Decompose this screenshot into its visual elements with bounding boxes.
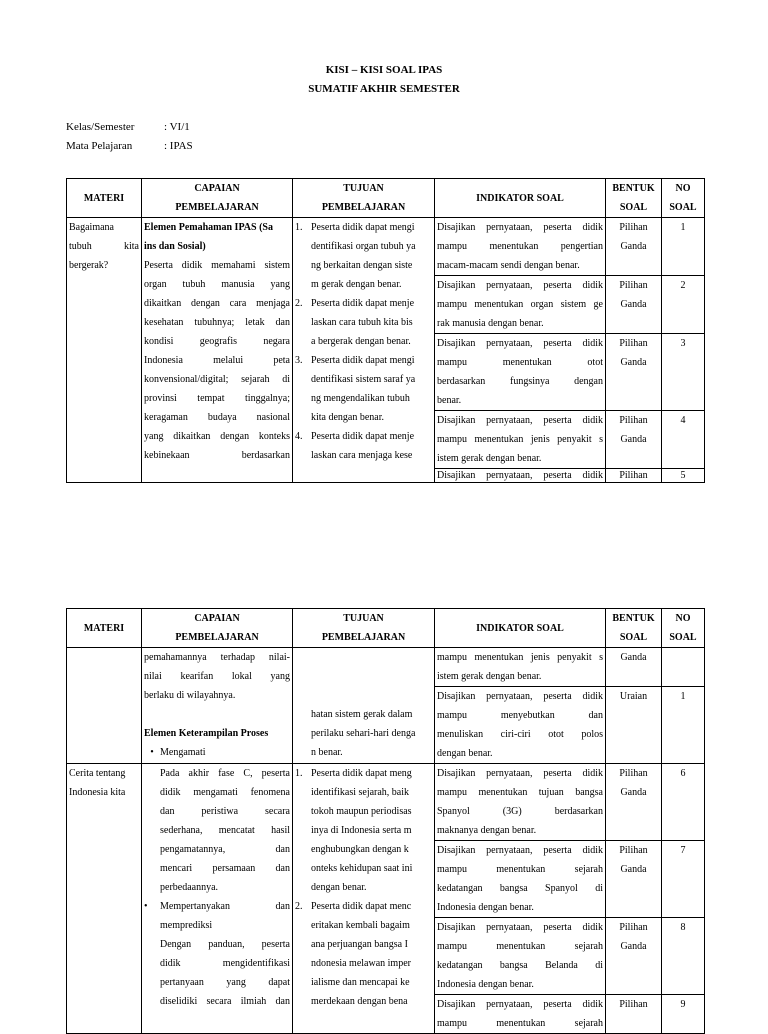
header-bentuk: BENTUK SOAL bbox=[606, 609, 662, 648]
indikator-cell: Disajikan pernyataan, peserta didik mampu menentukan sejarah kedatangan bangsa Belanda di Indonesia dengan benar. bbox=[435, 918, 606, 995]
kisi-table-1 bbox=[66, 178, 705, 483]
bullet-icon: • bbox=[150, 747, 154, 758]
document-subtitle: SUMATIF AKHIR SEMESTER bbox=[308, 83, 460, 95]
tujuan-cell: hatan sistem gerak dalam perilaku sehari-hari denga n benar. bbox=[293, 648, 435, 764]
capaian-cell: pemahamannya terhadap nilai- nilai kearifan lokal yang berlaku di wilayahnya. Elemen Keterampilan Proses • Mengamati bbox=[142, 648, 293, 764]
header-no: NO SOAL bbox=[662, 609, 705, 648]
bentuk-cell: Pilihan Ganda bbox=[606, 841, 662, 918]
header-indikator: INDIKATOR SOAL bbox=[435, 609, 606, 648]
indikator-cell: Disajikan pernyataan, peserta didik mampu menyebutkan dan menuliskan ciri-ciri otot polos dengan benar. bbox=[435, 687, 606, 764]
meta-value-mapel: : IPAS bbox=[164, 140, 193, 152]
materi-cell: Cerita tentang Indonesia kita bbox=[67, 764, 142, 1034]
indikator-cell: Disajikan pernyataan, peserta didik mampu menentukan otot berdasarkan fungsinya dengan benar. bbox=[435, 334, 606, 411]
tujuan-cell: 1. Peserta didik dapat meng identifikasi sejarah, baik tokoh maupun periodisas inya di Indonesia serta m enghubungkan dengan k onteks kehidupan saat ini dengan benar. 2. Peserta didik dapat menc eritakan kembali bagaim ana perjuangan bangsa I ndonesia melawan imper ialisme dan mencapai ke merdekaan dengan bena bbox=[293, 764, 435, 1034]
no-cell: 9 bbox=[662, 995, 705, 1034]
no-cell bbox=[662, 648, 705, 687]
capaian-heading: Elemen Pemahaman IPAS (Sa bbox=[144, 222, 273, 233]
no-cell: 1 bbox=[662, 218, 705, 276]
header-tujuan: TUJUAN PEMBELAJARAN bbox=[293, 609, 435, 648]
bentuk-cell: Pilihan Ganda bbox=[606, 334, 662, 411]
materi-cell: Bagaimana tubuh kita bergerak? bbox=[67, 218, 142, 483]
table-row bbox=[67, 648, 705, 687]
keterampilan-heading: Elemen Keterampilan Proses bbox=[144, 728, 269, 739]
meta-label-mapel: Mata Pelajaran bbox=[66, 140, 133, 152]
header-no: NO SOAL bbox=[662, 179, 705, 218]
no-cell: 6 bbox=[662, 764, 705, 841]
table-header-row bbox=[67, 179, 705, 218]
capaian-cell: Pada akhir fase C, peserta didik mengamati fenomena dan peristiwa secara sederhana, mencatat hasil pengamatannya, dan mencari persamaan dan perbedaannya. • Mempertanyakan dan memprediksi Dengan panduan, peserta didik mengidentifikasi pertanyaan yang dapat diselidiki secara ilmiah dan bbox=[142, 764, 293, 1034]
capaian-cell: Elemen Pemahaman IPAS (Sa ins dan Sosial) Peserta didik memahami sistem organ tubuh manusia yang dikaitkan dengan cara menjaga kesehatan tubuhnya; letak dan kondisi geografis negara Indonesia melalui peta konvensional/digital; sejarah di provinsi tempat tinggalnya; keragaman budaya nasional yang dikaitkan dengan konteks kebinekaan berdasarkan bbox=[142, 218, 293, 483]
indikator-cell: Disajikan pernyataan, peserta didik bbox=[435, 469, 606, 483]
header-tujuan: TUJUAN PEMBELAJARAN bbox=[293, 179, 435, 218]
no-cell: 8 bbox=[662, 918, 705, 995]
materi-cell bbox=[67, 648, 142, 764]
indikator-cell: Disajikan pernyataan, peserta didik mampu menentukan sejarah kedatangan bangsa Spanyol di Indonesia dengan benar. bbox=[435, 841, 606, 918]
bentuk-cell: Pilihan Ganda bbox=[606, 276, 662, 334]
table-row bbox=[67, 218, 705, 276]
bentuk-cell: Pilihan Ganda bbox=[606, 918, 662, 995]
indikator-cell: Disajikan pernyataan, peserta didik mampu menentukan pengertian macam-macam sendi dengan benar. bbox=[435, 218, 606, 276]
no-cell: 3 bbox=[662, 334, 705, 411]
meta-value-kelas: : VI/1 bbox=[164, 121, 190, 133]
bentuk-cell: Pilihan Ganda bbox=[606, 218, 662, 276]
header-capaian: CAPAIAN PEMBELAJARAN bbox=[142, 179, 293, 218]
indikator-cell: Disajikan pernyataan, peserta didik mampu menentukan jenis penyakit s istem gerak dengan benar. bbox=[435, 411, 606, 469]
bentuk-cell: Uraian bbox=[606, 687, 662, 764]
indikator-cell: mampu menentukan jenis penyakit s istem gerak dengan benar. bbox=[435, 648, 606, 687]
kisi-table-2 bbox=[66, 608, 705, 1034]
header-materi: MATERI bbox=[67, 179, 142, 218]
header-bentuk: BENTUK SOAL bbox=[606, 179, 662, 218]
bentuk-cell: Ganda bbox=[606, 648, 662, 687]
no-cell: 5 bbox=[662, 469, 705, 483]
bentuk-cell: Pilihan Ganda bbox=[606, 764, 662, 841]
bentuk-cell: Pilihan bbox=[606, 469, 662, 483]
no-cell: 1 bbox=[662, 687, 705, 764]
bentuk-cell: Pilihan Ganda bbox=[606, 411, 662, 469]
indikator-cell: Disajikan pernyataan, peserta didik mampu menentukan sejarah bbox=[435, 995, 606, 1034]
no-cell: 2 bbox=[662, 276, 705, 334]
no-cell: 4 bbox=[662, 411, 705, 469]
no-cell: 7 bbox=[662, 841, 705, 918]
table-row bbox=[67, 764, 705, 841]
table-header-row bbox=[67, 609, 705, 648]
header-indikator: INDIKATOR SOAL bbox=[435, 179, 606, 218]
header-capaian: CAPAIAN PEMBELAJARAN bbox=[142, 609, 293, 648]
indikator-cell: Disajikan pernyataan, peserta didik mampu menentukan tujuan bangsa Spanyol (3G) berdasarkan maknanya dengan benar. bbox=[435, 764, 606, 841]
indikator-cell: Disajikan pernyataan, peserta didik mampu menentukan organ sistem ge rak manusia dengan benar. bbox=[435, 276, 606, 334]
meta-label-kelas: Kelas/Semester bbox=[66, 121, 135, 133]
document-title: KISI – KISI SOAL IPAS bbox=[325, 64, 443, 76]
header-materi: MATERI bbox=[67, 609, 142, 648]
tujuan-cell: 1. Peserta didik dapat mengi dentifikasi organ tubuh ya ng berkaitan dengan siste m gerak dengan benar. 2. Peserta didik dapat menje laskan cara tubuh kita bis a bergerak dengan benar. 3. Peserta didik dapat mengi dentifikasi sistem saraf ya ng mengendalikan tubuh kita dengan benar. 4. Peserta didik dapat menje laskan cara menjaga kese bbox=[293, 218, 435, 483]
bentuk-cell: Pilihan bbox=[606, 995, 662, 1034]
bullet-icon: • bbox=[144, 901, 148, 912]
